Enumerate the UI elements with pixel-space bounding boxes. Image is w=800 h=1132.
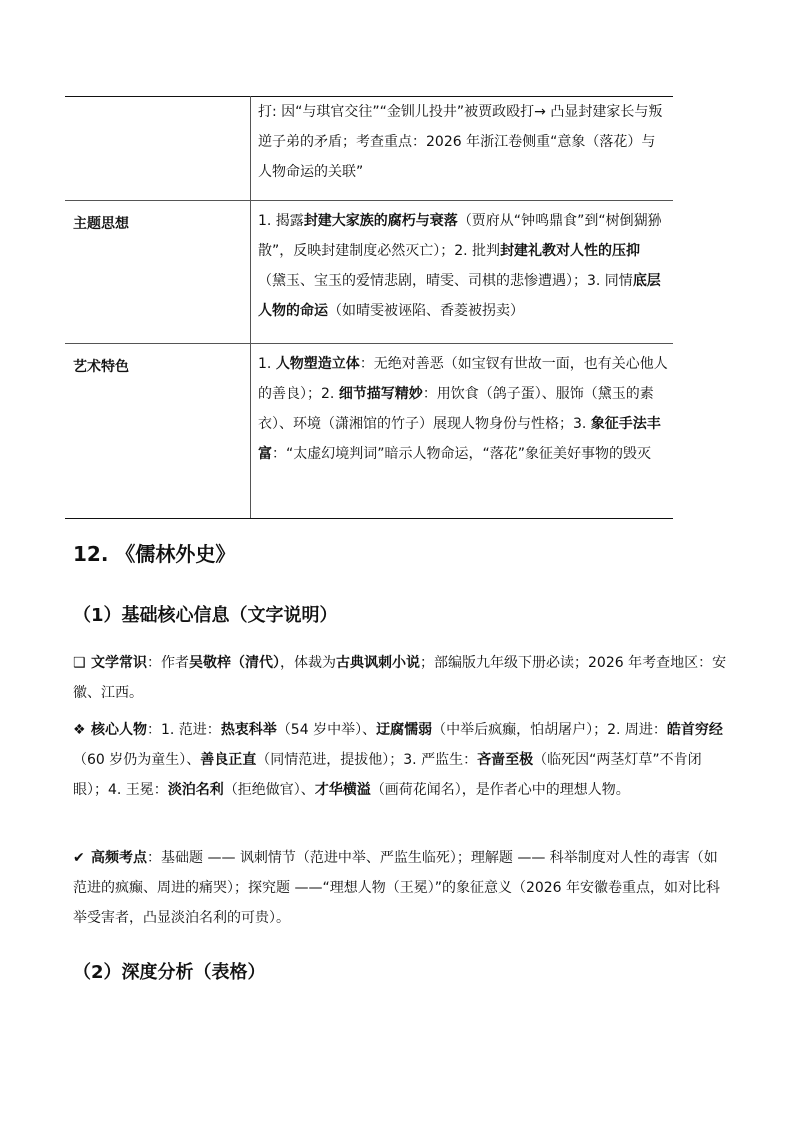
table-cell-label: 主题思想 [73,216,129,232]
text-run: （同情范进，提拔他）；3. 严监生： [256,752,478,768]
bold-text: 底层人物的命运 [258,273,661,319]
bold-text: 热衷科举 [220,722,277,738]
bold-text: 迂腐懦弱 [376,722,433,738]
text-run: （中举后疯癫，怕胡屠户）；2. 周进： [432,722,667,738]
text-run: （黛玉、宝玉的爱情悲剧，晴雯、司棋的悲惨遭遇）；3. 同情 [258,273,633,289]
bold-text: 文学常识 [91,655,147,671]
bold-text: 吴敬梓（清代） [189,655,280,671]
bold-text: 才华横溢 [314,782,371,798]
table-row-divider [65,200,673,201]
bold-text: 吝啬至极 [477,752,534,768]
bold-text: 人物塑造立体 [275,356,360,372]
text-run: ；部编版九年级下册必读；2026 年考查地区：安徽、江西。 [73,655,727,701]
text-run: （拒绝做官）、 [223,782,315,798]
characters-paragraph [73,715,729,805]
text-run: ：用饮食（鸽子蛋）、服饰（黛玉的素衣）、环境（潇湘馆的竹子）展现人物身份与性格；3. [258,386,654,432]
text-run: （贾府从“钟鸣鼎食”到“树倒猢狲散”，反映封建制度必然灭亡）；2. 批判 [258,213,662,259]
text-run: 1. 揭露 [258,213,304,229]
bold-text: 封建大家族的腐朽与衰落 [303,213,458,229]
table-bottom-rule [65,518,673,519]
bold-text: 核心人物 [91,722,147,738]
table-cell-content [258,349,668,469]
checkbox-bullet-icon: ❑ [73,655,86,671]
section-title: 12. 《儒林外史》 [73,542,236,566]
text-run: ：“太虚幻境判词”暗示人物命运，“落花”象征美好事物的毁灭 [272,446,652,462]
bold-text: 象征手法丰富 [258,416,661,462]
table-cell-content [258,206,668,326]
subsection-title: （2）深度分析（表格） [73,962,266,983]
bold-text: 高频考点 [91,850,147,866]
text-run: （临死因“两茎灯草”不肯闭眼）；4. 王冕： [73,752,702,798]
text-run: ：基础题 —— 讽刺情节（范进中举、严监生临死）；理解题 —— 科举制度对人性的毒害（如范进的疯癫、周进的痛哭）；探究题 ——“理想人物（王冕）”的象征意义（2026 年安徽卷重点，如对比科举受害者，凸显淡泊名利的可贵）。 [73,850,721,926]
text-run: ：1. 范进： [147,722,221,738]
bold-text: 淡泊名利 [167,782,224,798]
bold-text: 善良正直 [200,752,257,768]
text-run: ：作者 [147,655,189,671]
text-run: （54 岁中举）、 [276,722,377,738]
text-run: ，体裁为 [280,655,336,671]
checkmark-bullet-icon: ✔ [73,850,85,866]
bold-text: 细节描写精妙 [338,386,423,402]
text-run: （60 岁仍为童生）、 [73,752,201,768]
text-run: （如晴雯被诬陷、香菱被拐卖） [328,303,524,319]
subsection-title: （1）基础核心信息（文字说明） [73,605,338,626]
exam-points-paragraph [73,843,729,933]
table-row-divider [65,343,673,344]
table-cell-content: 打: 因“与琪官交往”“金钏儿投井”被贾政殴打→ 凸显封建家长与叛逆子弟的矛盾；考查重点：2026 年浙江卷侧重“意象（落花）与人物命运的关联” [258,104,663,180]
bold-text: 古典讽刺小说 [336,655,420,671]
info-paragraph [73,648,729,708]
table-cell-label: 艺术特色 [73,359,129,375]
text-run: ：无绝对善恶（如宝钗有世故一面，也有关心他人的善良）；2. [258,356,668,402]
diamond-bullet-icon: ❖ [73,722,86,738]
table-column-divider [250,96,251,518]
bold-text: 封建礼教对人性的压抑 [500,243,641,259]
text-run: （画荷花闻名），是作者心中的理想人物。 [370,782,630,798]
bold-text: 皓首穷经 [666,722,723,738]
text-run: 1. [258,356,276,372]
